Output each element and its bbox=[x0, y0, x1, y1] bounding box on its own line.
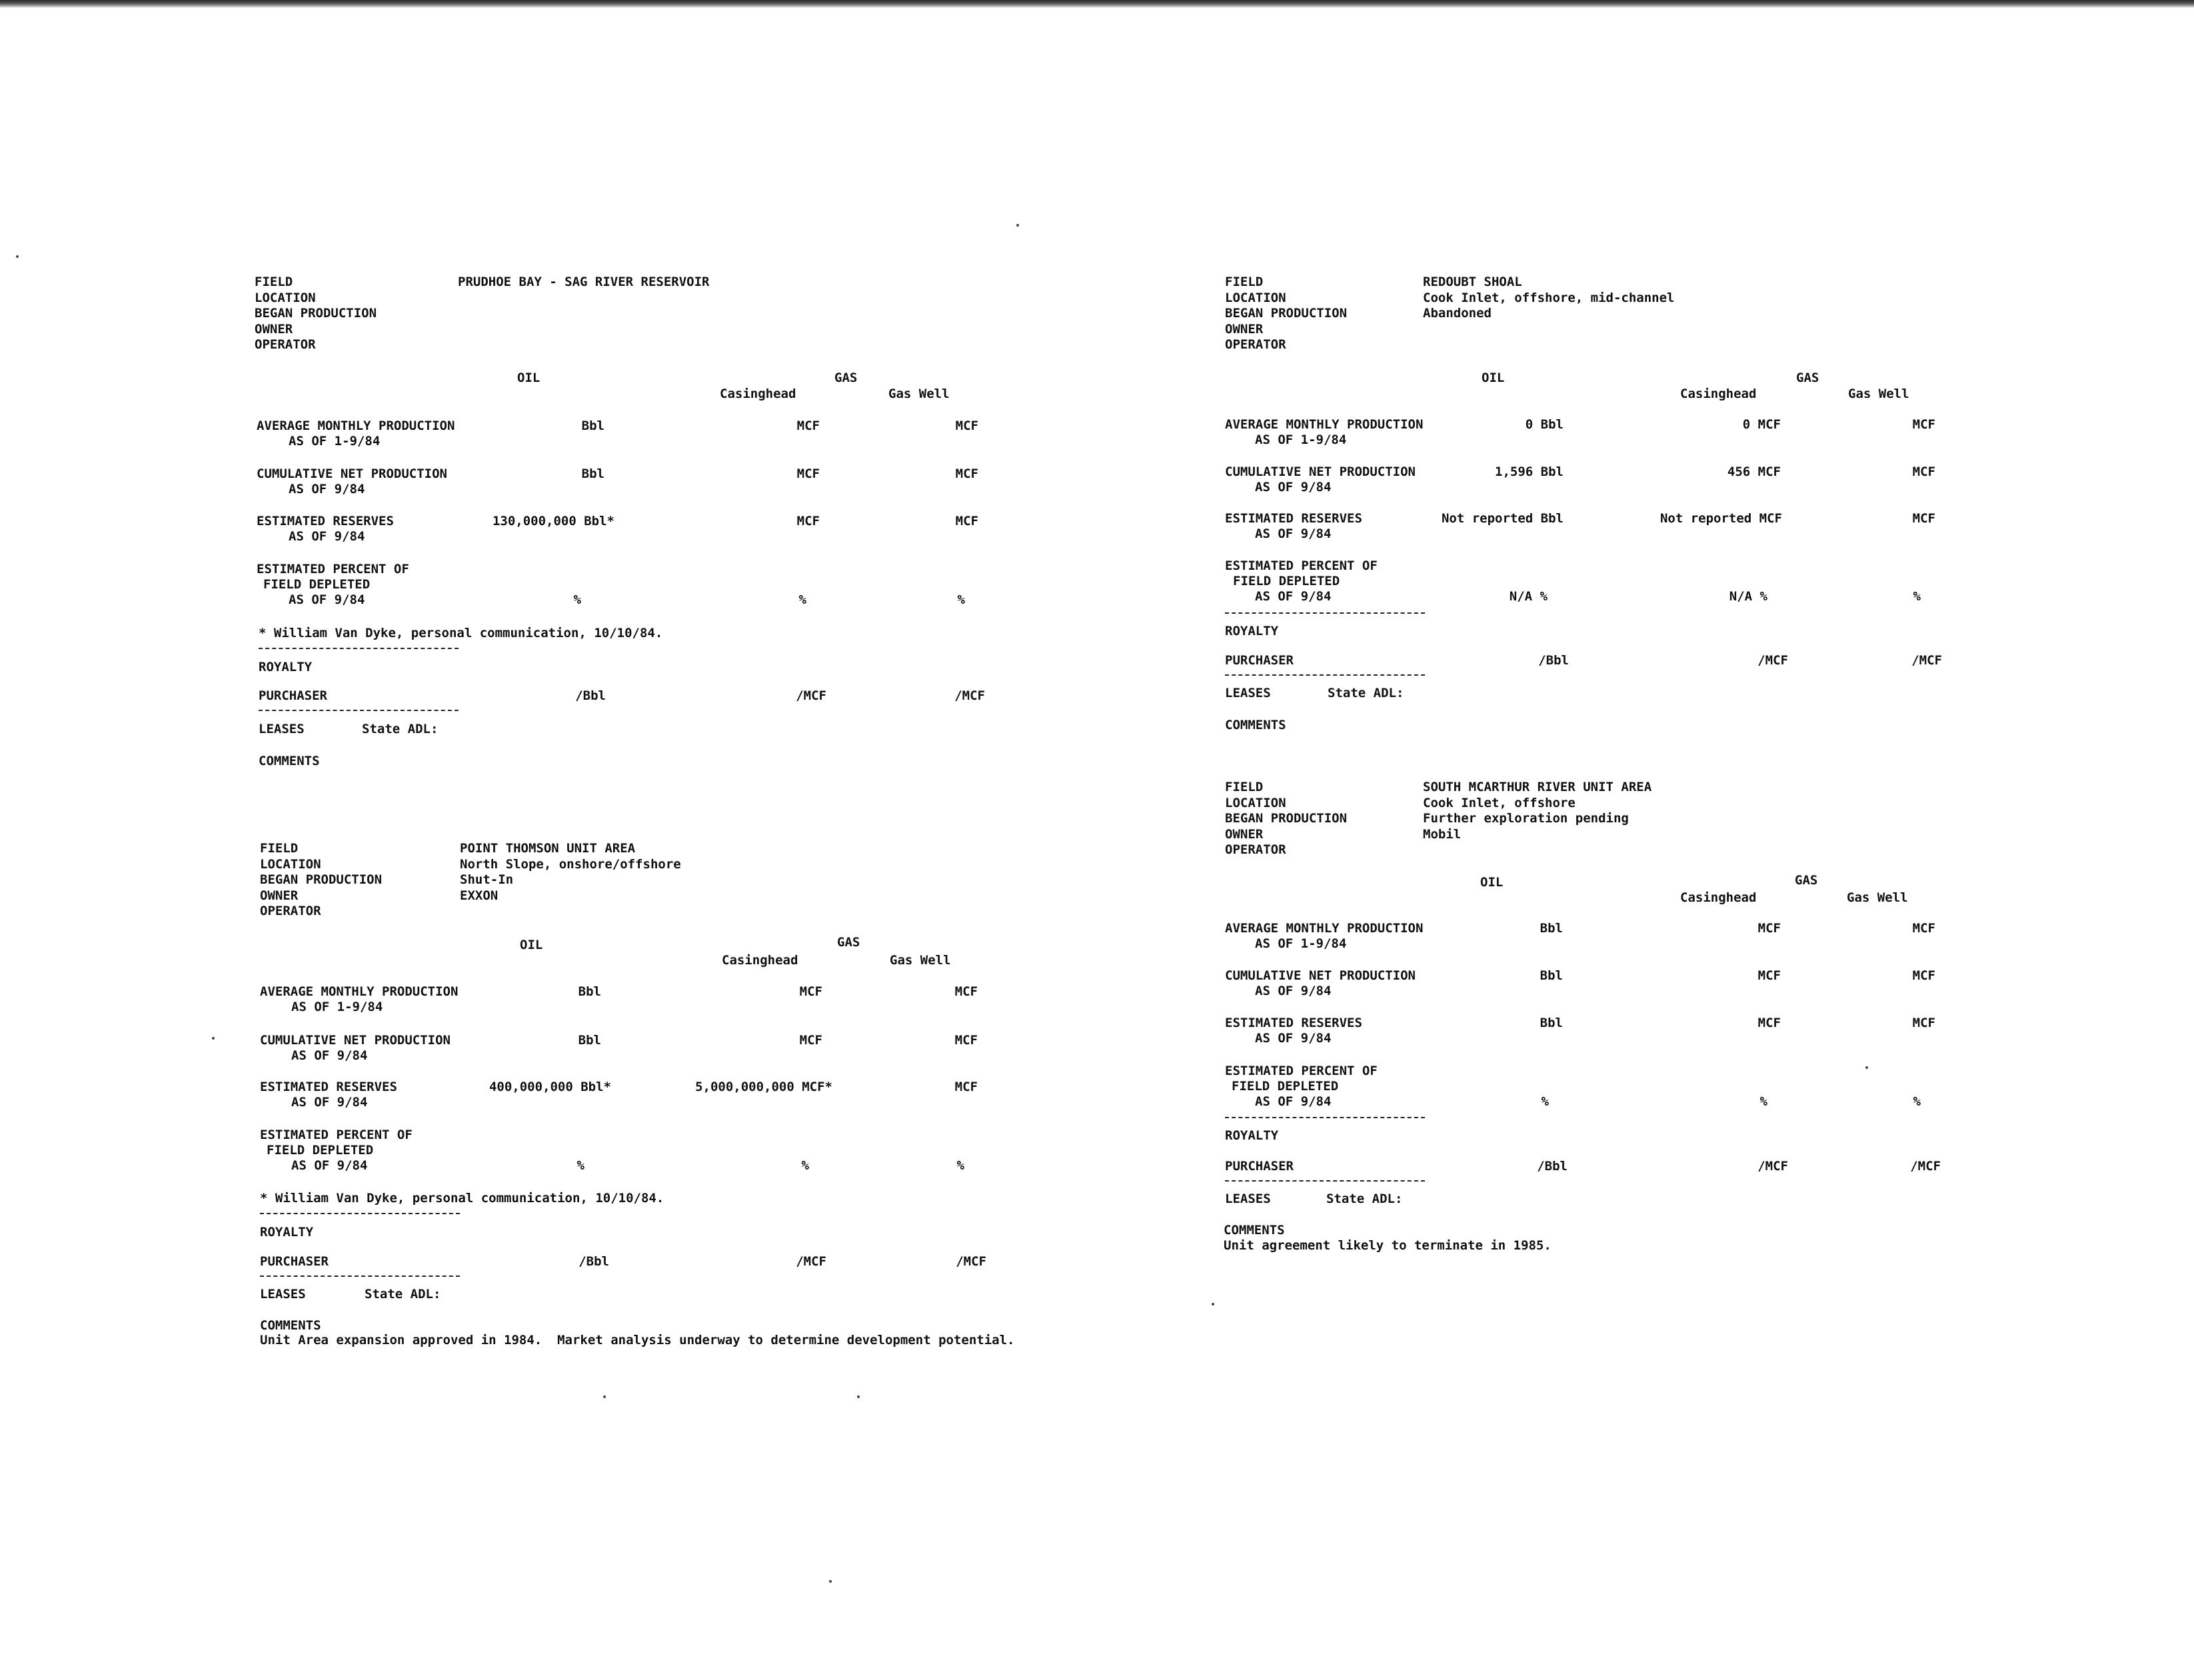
label-reserves-asof: AS OF 9/84 bbox=[289, 529, 365, 544]
label-began-production: BEGAN PRODUCTION bbox=[1225, 811, 1348, 826]
label-location: LOCATION bbox=[260, 856, 321, 872]
depleted-gaswell-value: % bbox=[1913, 1094, 1921, 1109]
label-field: FIELD bbox=[260, 841, 299, 856]
avg-oil-value: Bbl bbox=[578, 984, 601, 999]
cumulative-casinghead-value: MCF bbox=[1757, 968, 1781, 983]
label-comments: COMMENTS bbox=[259, 754, 320, 768]
value-location: North Slope, onshore/offshore bbox=[460, 856, 681, 872]
reserves-gaswell-value: MCF bbox=[955, 514, 978, 528]
column-oil: OIL bbox=[1480, 875, 1504, 890]
label-operator: OPERATOR bbox=[1225, 842, 1286, 857]
header-labels bbox=[1225, 275, 1347, 353]
label-royalty: ROYALTY bbox=[260, 1225, 314, 1240]
label-began-production: BEGAN PRODUCTION bbox=[255, 306, 377, 321]
value-location: Cook Inlet, offshore bbox=[1423, 795, 1576, 810]
avg-gaswell-value: MCF bbox=[1912, 417, 1935, 432]
reserves-gaswell-value: MCF bbox=[1912, 511, 1935, 526]
scan-edge bbox=[0, 0, 2194, 8]
avg-casinghead-value: 0 MCF bbox=[1742, 417, 1781, 432]
value-began-production: Abandoned bbox=[1423, 306, 1492, 321]
label-reserves: ESTIMATED RESERVES bbox=[260, 1080, 397, 1094]
value-field: POINT THOMSON UNIT AREA bbox=[460, 841, 636, 856]
avg-oil-value: Bbl bbox=[581, 419, 604, 433]
comments-text: Unit Area expansion approved in 1984. Market analysis underway to determine development potential. bbox=[260, 1333, 1015, 1347]
label-reserves: ESTIMATED RESERVES bbox=[257, 514, 394, 528]
label-cumulative: CUMULATIVE NET PRODUCTION bbox=[1225, 464, 1416, 479]
cumulative-oil-value: 1,596 Bbl bbox=[1495, 464, 1564, 479]
cumulative-gaswell-value: MCF bbox=[954, 1033, 978, 1048]
column-gas: GAS bbox=[1795, 873, 1818, 888]
label-percent-depleted: ESTIMATED PERCENT OF bbox=[257, 562, 409, 576]
depleted-gaswell-value: % bbox=[957, 592, 965, 607]
divider bbox=[1225, 674, 1425, 676]
speck bbox=[16, 255, 19, 258]
label-location: LOCATION bbox=[1225, 290, 1286, 305]
label-operator: OPERATOR bbox=[255, 337, 316, 352]
divider bbox=[259, 710, 459, 711]
header-values bbox=[1423, 275, 1675, 322]
column-gas-well: Gas Well bbox=[1847, 890, 1908, 905]
purchaser-oil-value: /Bbl bbox=[1537, 1159, 1568, 1174]
label-percent-depleted: ESTIMATED PERCENT OF bbox=[1225, 558, 1378, 573]
divider bbox=[1225, 1180, 1425, 1182]
label-cumulative: CUMULATIVE NET PRODUCTION bbox=[1225, 968, 1416, 983]
label-field: FIELD bbox=[1225, 780, 1264, 794]
header-values bbox=[458, 275, 710, 291]
value-began-production: Further exploration pending bbox=[1423, 811, 1629, 826]
cumulative-casinghead-value: MCF bbox=[799, 1033, 822, 1048]
value-began-production: Shut-In bbox=[460, 872, 514, 887]
speck bbox=[212, 1037, 215, 1040]
avg-casinghead-value: MCF bbox=[799, 984, 822, 999]
label-royalty: ROYALTY bbox=[1225, 624, 1279, 638]
cumulative-gaswell-value: MCF bbox=[955, 466, 978, 481]
label-comments: COMMENTS bbox=[260, 1318, 321, 1333]
label-percent-depleted: ESTIMATED PERCENT OF bbox=[1225, 1064, 1378, 1078]
purchaser-gaswell-value: /MCF bbox=[956, 1254, 986, 1269]
label-location: LOCATION bbox=[1225, 795, 1286, 810]
avg-gaswell-value: MCF bbox=[955, 419, 978, 433]
depleted-gaswell-value: % bbox=[1913, 589, 1921, 604]
label-cumulative-asof: AS OF 9/84 bbox=[1255, 984, 1332, 998]
cumulative-gaswell-value: MCF bbox=[1912, 464, 1935, 479]
cumulative-oil-value: Bbl bbox=[1540, 968, 1563, 983]
purchaser-gaswell-value: /MCF bbox=[1911, 653, 1942, 668]
avg-gaswell-value: MCF bbox=[1912, 921, 1935, 936]
label-comments: COMMENTS bbox=[1224, 1223, 1285, 1238]
reserves-oil-value: Bbl bbox=[1540, 1016, 1563, 1030]
speck bbox=[857, 1395, 860, 1398]
value-location: Cook Inlet, offshore, mid-channel bbox=[1423, 290, 1675, 305]
column-gas: GAS bbox=[837, 935, 860, 950]
value-operator: Mobil bbox=[1423, 826, 1462, 842]
reserves-oil-value: Not reported Bbl bbox=[1441, 511, 1564, 526]
label-depleted-asof: AS OF 9/84 bbox=[1255, 589, 1332, 604]
speck bbox=[603, 1395, 606, 1398]
speck bbox=[1016, 224, 1019, 227]
label-owner: OWNER bbox=[260, 888, 299, 903]
label-percent-depleted: ESTIMATED PERCENT OF bbox=[260, 1128, 413, 1142]
reserves-oil-value: 400,000,000 Bbl* bbox=[489, 1080, 611, 1094]
label-avg-asof: AS OF 1-9/84 bbox=[1255, 936, 1347, 951]
label-leases: LEASES bbox=[259, 722, 305, 736]
label-field: FIELD bbox=[255, 275, 293, 289]
label-purchaser: PURCHASER bbox=[260, 1254, 329, 1269]
reserves-casinghead-value: MCF bbox=[796, 514, 820, 528]
label-began-production: BEGAN PRODUCTION bbox=[260, 872, 383, 887]
reserves-oil-value: 130,000,000 Bbl* bbox=[492, 514, 614, 528]
purchaser-oil-value: /Bbl bbox=[575, 688, 606, 703]
label-operator: OPERATOR bbox=[1225, 337, 1286, 352]
column-gas-well: Gas Well bbox=[888, 387, 950, 401]
label-reserves: ESTIMATED RESERVES bbox=[1225, 1016, 1362, 1030]
label-cumulative: CUMULATIVE NET PRODUCTION bbox=[260, 1033, 451, 1048]
column-gas-well: Gas Well bbox=[1848, 387, 1909, 401]
purchaser-casinghead-value: /MCF bbox=[1757, 1159, 1788, 1174]
avg-casinghead-value: MCF bbox=[796, 419, 820, 433]
cumulative-oil-value: Bbl bbox=[578, 1033, 601, 1048]
column-casinghead: Casinghead bbox=[1680, 890, 1757, 905]
label-operator: OPERATOR bbox=[260, 904, 321, 918]
label-cumulative-asof: AS OF 9/84 bbox=[1255, 480, 1332, 494]
header-values bbox=[460, 841, 681, 904]
label-depleted-asof: AS OF 9/84 bbox=[1255, 1094, 1332, 1109]
column-casinghead: Casinghead bbox=[720, 387, 796, 401]
label-reserves-asof: AS OF 9/84 bbox=[1255, 1031, 1332, 1046]
label-owner: OWNER bbox=[255, 321, 293, 337]
divider bbox=[260, 1275, 460, 1277]
cumulative-casinghead-value: 456 MCF bbox=[1727, 464, 1781, 479]
column-gas: GAS bbox=[1796, 371, 1819, 385]
label-reserves: ESTIMATED RESERVES bbox=[1225, 511, 1362, 526]
purchaser-oil-value: /Bbl bbox=[578, 1254, 609, 1269]
label-cumulative: CUMULATIVE NET PRODUCTION bbox=[257, 466, 447, 481]
depleted-gaswell-value: % bbox=[956, 1158, 964, 1173]
purchaser-casinghead-value: /MCF bbox=[796, 688, 826, 703]
divider bbox=[1225, 1117, 1425, 1118]
label-avg-monthly: AVERAGE MONTHLY PRODUCTION bbox=[1225, 921, 1424, 936]
label-purchaser: PURCHASER bbox=[259, 688, 327, 703]
column-gas-well: Gas Well bbox=[890, 953, 951, 968]
label-avg-asof: AS OF 1-9/84 bbox=[289, 434, 381, 448]
speck bbox=[829, 1580, 832, 1583]
label-state-adl: State ADL: bbox=[1328, 686, 1404, 700]
depleted-casinghead-value: % bbox=[1759, 1094, 1767, 1109]
speck bbox=[1865, 1066, 1868, 1069]
cumulative-gaswell-value: MCF bbox=[1912, 968, 1935, 983]
label-avg-asof: AS OF 1-9/84 bbox=[1255, 432, 1347, 447]
label-reserves-asof: AS OF 9/84 bbox=[291, 1095, 368, 1110]
reserves-gaswell-value: MCF bbox=[954, 1080, 978, 1094]
divider bbox=[260, 1213, 460, 1214]
label-field: FIELD bbox=[1225, 275, 1264, 289]
label-owner: OWNER bbox=[1225, 321, 1264, 337]
depleted-casinghead-value: N/A % bbox=[1729, 589, 1767, 604]
reserves-gaswell-value: MCF bbox=[1912, 1016, 1935, 1030]
value-operator: EXXON bbox=[460, 888, 499, 903]
label-began-production: BEGAN PRODUCTION bbox=[1225, 306, 1348, 321]
divider bbox=[259, 648, 459, 649]
avg-casinghead-value: MCF bbox=[1757, 921, 1781, 936]
purchaser-oil-value: /Bbl bbox=[1538, 653, 1569, 668]
label-depleted-asof: AS OF 9/84 bbox=[291, 1158, 368, 1173]
label-field-depleted: FIELD DEPLETED bbox=[267, 1143, 374, 1158]
depleted-oil-value: N/A % bbox=[1509, 589, 1548, 604]
header-values bbox=[1423, 780, 1651, 842]
label-avg-monthly: AVERAGE MONTHLY PRODUCTION bbox=[1225, 417, 1424, 432]
column-oil: OIL bbox=[1482, 371, 1505, 385]
depleted-casinghead-value: % bbox=[798, 592, 806, 607]
reserves-casinghead-value: 5,000,000,000 MCF* bbox=[695, 1080, 832, 1094]
value-field: SOUTH MCARTHUR RIVER UNIT AREA bbox=[1423, 780, 1652, 794]
comments-text: Unit agreement likely to terminate in 1985. bbox=[1224, 1238, 1552, 1253]
depleted-oil-value: % bbox=[1541, 1094, 1549, 1109]
purchaser-casinghead-value: /MCF bbox=[1757, 653, 1788, 668]
label-state-adl: State ADL: bbox=[362, 722, 439, 736]
column-casinghead: Casinghead bbox=[722, 953, 798, 968]
label-leases: LEASES bbox=[1225, 1192, 1271, 1206]
value-field: REDOUBT SHOAL bbox=[1423, 275, 1522, 289]
purchaser-gaswell-value: /MCF bbox=[1910, 1159, 1941, 1174]
label-avg-asof: AS OF 1-9/84 bbox=[291, 1000, 383, 1014]
avg-oil-value: Bbl bbox=[1540, 921, 1563, 936]
avg-oil-value: 0 Bbl bbox=[1525, 417, 1564, 432]
label-avg-monthly: AVERAGE MONTHLY PRODUCTION bbox=[257, 419, 455, 433]
footnote: * William Van Dyke, personal communication, 10/10/84. bbox=[259, 626, 663, 640]
label-reserves-asof: AS OF 9/84 bbox=[1255, 526, 1332, 541]
column-casinghead: Casinghead bbox=[1680, 387, 1757, 401]
label-royalty: ROYALTY bbox=[1225, 1128, 1279, 1143]
depleted-oil-value: % bbox=[576, 1158, 584, 1173]
header-labels bbox=[260, 841, 382, 920]
label-depleted-asof: AS OF 9/84 bbox=[289, 592, 365, 607]
speck bbox=[1212, 1303, 1214, 1305]
label-field-depleted: FIELD DEPLETED bbox=[1232, 1079, 1339, 1094]
label-comments: COMMENTS bbox=[1225, 718, 1286, 732]
label-field-depleted: FIELD DEPLETED bbox=[1233, 574, 1340, 588]
label-avg-monthly: AVERAGE MONTHLY PRODUCTION bbox=[260, 984, 459, 999]
column-gas: GAS bbox=[834, 371, 858, 385]
purchaser-gaswell-value: /MCF bbox=[954, 688, 985, 703]
header-labels bbox=[255, 275, 377, 353]
depleted-oil-value: % bbox=[573, 592, 581, 607]
label-state-adl: State ADL: bbox=[365, 1287, 441, 1301]
reserves-casinghead-value: MCF bbox=[1757, 1016, 1781, 1030]
label-royalty: ROYALTY bbox=[259, 660, 313, 674]
label-location: LOCATION bbox=[255, 290, 316, 305]
label-purchaser: PURCHASER bbox=[1225, 653, 1294, 668]
column-oil: OIL bbox=[517, 371, 541, 385]
value-field: PRUDHOE BAY - SAG RIVER RESERVOIR bbox=[458, 275, 710, 289]
label-state-adl: State ADL: bbox=[1326, 1192, 1403, 1206]
depleted-casinghead-value: % bbox=[801, 1158, 809, 1173]
column-oil: OIL bbox=[520, 938, 543, 952]
avg-gaswell-value: MCF bbox=[954, 984, 978, 999]
reserves-casinghead-value: Not reported MCF bbox=[1659, 511, 1782, 526]
label-cumulative-asof: AS OF 9/84 bbox=[291, 1048, 368, 1063]
label-purchaser: PURCHASER bbox=[1225, 1159, 1294, 1174]
cumulative-oil-value: Bbl bbox=[581, 466, 604, 481]
header-labels bbox=[1225, 780, 1347, 858]
label-cumulative-asof: AS OF 9/84 bbox=[289, 482, 365, 496]
label-leases: LEASES bbox=[1225, 686, 1271, 700]
footnote: * William Van Dyke, personal communication, 10/10/84. bbox=[260, 1191, 664, 1206]
label-leases: LEASES bbox=[260, 1287, 306, 1301]
purchaser-casinghead-value: /MCF bbox=[796, 1254, 826, 1269]
label-field-depleted: FIELD DEPLETED bbox=[263, 577, 371, 592]
divider bbox=[1225, 612, 1425, 614]
cumulative-casinghead-value: MCF bbox=[796, 466, 820, 481]
label-owner: OWNER bbox=[1225, 826, 1264, 842]
